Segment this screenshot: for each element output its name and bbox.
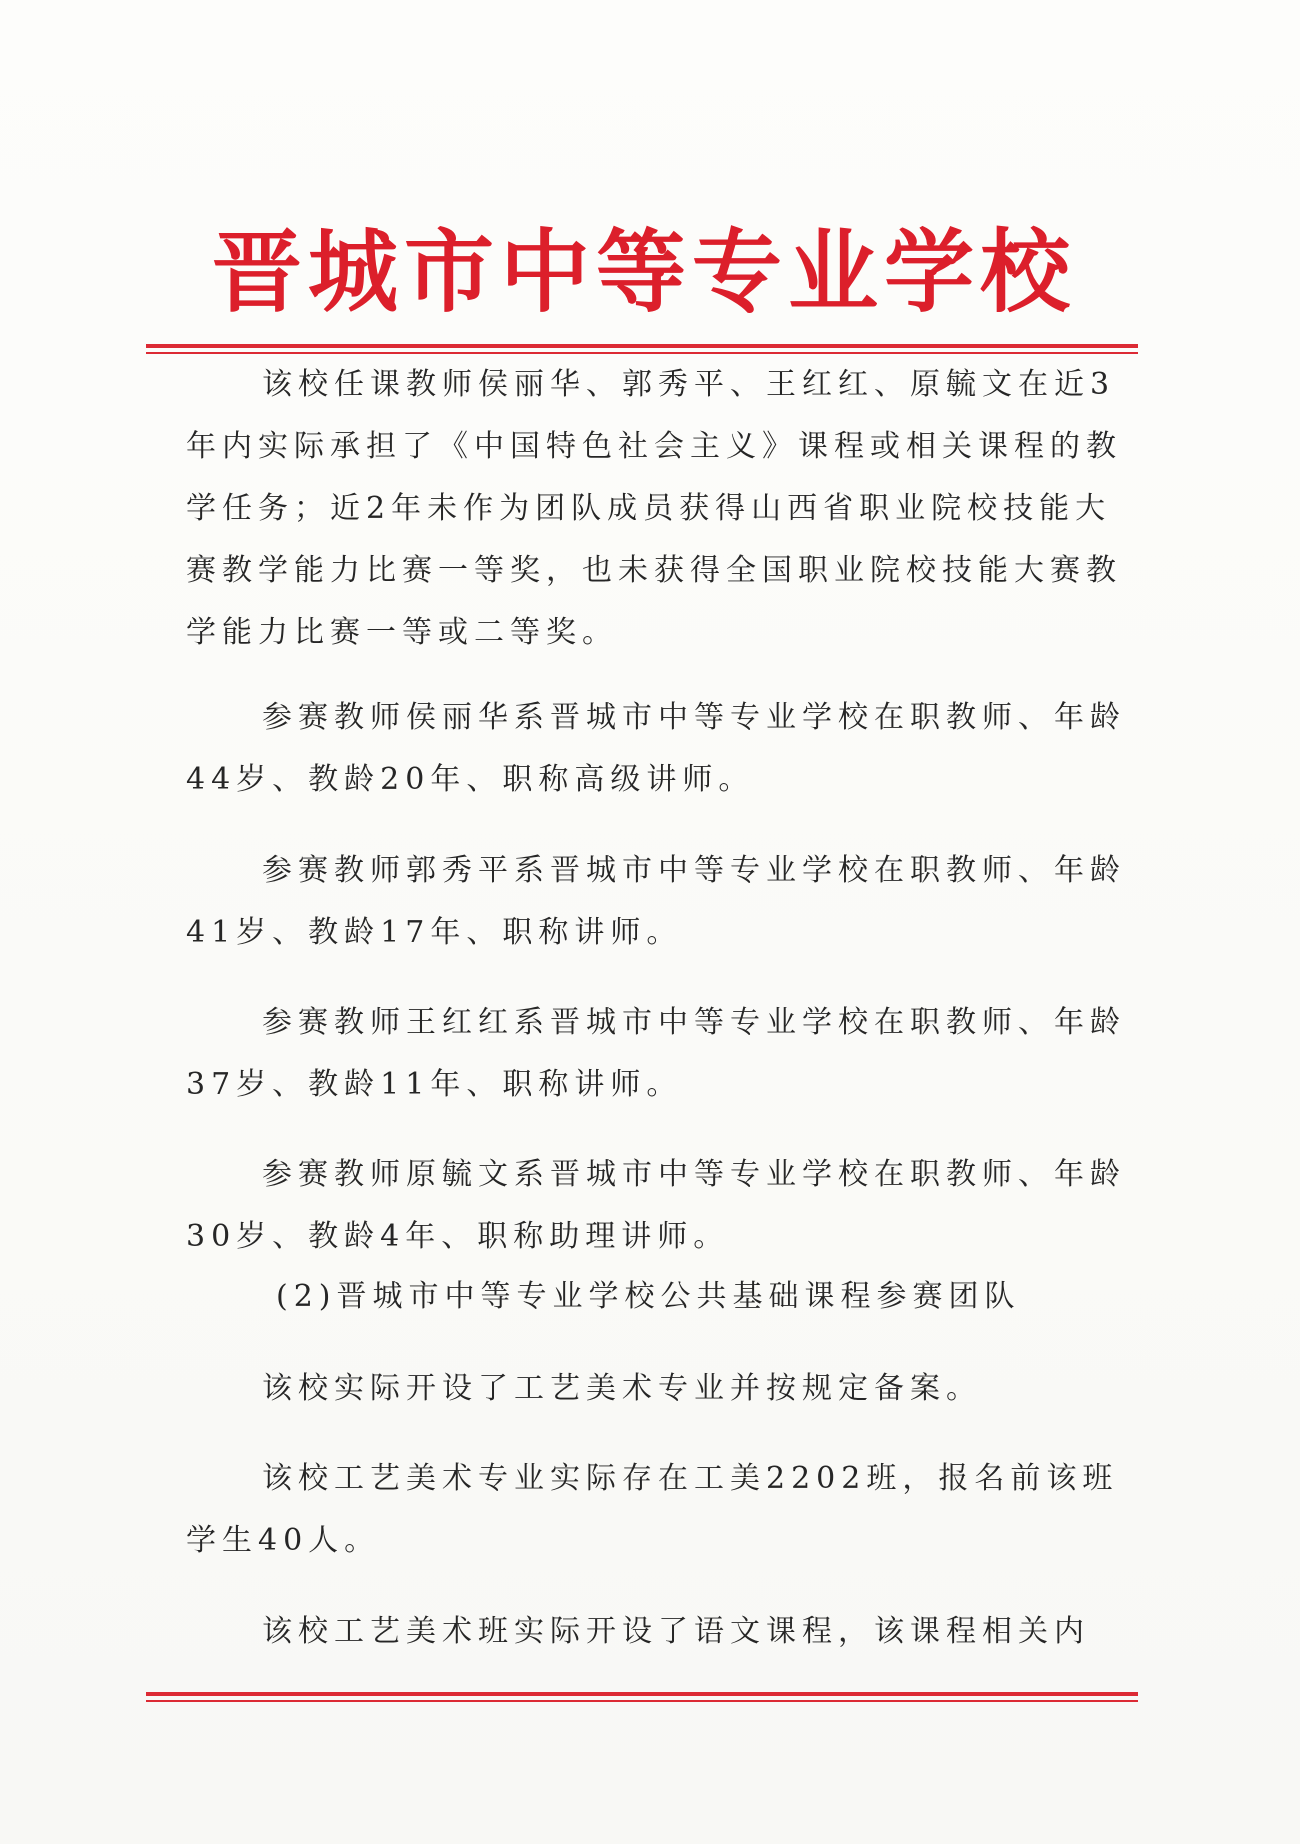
footer-rule-thin	[146, 1700, 1138, 1702]
school-header-title: 晋城市中等专业学校	[212, 219, 1076, 325]
header-rule-thick	[146, 344, 1138, 348]
paragraph-teacher-hou: 参赛教师侯丽华系晋城市中等专业学校在职教师、年龄44岁、教龄20年、职称高级讲师。	[186, 700, 1126, 797]
paragraph-class-2202: 该校工艺美术专业实际存在工美2202班，报名前该班学生40人。	[186, 1461, 1119, 1558]
paragraph-teacher-yuan: 参赛教师原毓文系晋城市中等专业学校在职教师、年龄30岁、教龄4年、职称助理讲师。	[186, 1157, 1126, 1254]
footer-rule-thick	[146, 1692, 1138, 1696]
section-heading-public-course-team: (2)晋城市中等专业学校公共基础课程参赛团队	[276, 1279, 1021, 1314]
paragraph-teacher-guo: 参赛教师郭秀平系晋城市中等专业学校在职教师、年龄41岁、教龄17年、职称讲师。	[186, 853, 1126, 950]
paragraph-chinese-course: 该校工艺美术班实际开设了语文课程，该课程相关内	[262, 1614, 1090, 1649]
paragraph-teaching-tasks: 该校任课教师侯丽华、郭秀平、王红红、原毓文在近3年内实际承担了《中国特色社会主义》课程或相关课程的教学任务；近2年未作为团队成员获得山西省职业院校技能大赛教学能力比赛一等奖，也未获得全国职业院校技能大赛教学能力比赛一等或二等奖。	[186, 367, 1122, 650]
paragraph-teacher-wang: 参赛教师王红红系晋城市中等专业学校在职教师、年龄37岁、教龄11年、职称讲师。	[186, 1005, 1126, 1102]
paragraph-art-major: 该校实际开设了工艺美术专业并按规定备案。	[262, 1371, 982, 1406]
